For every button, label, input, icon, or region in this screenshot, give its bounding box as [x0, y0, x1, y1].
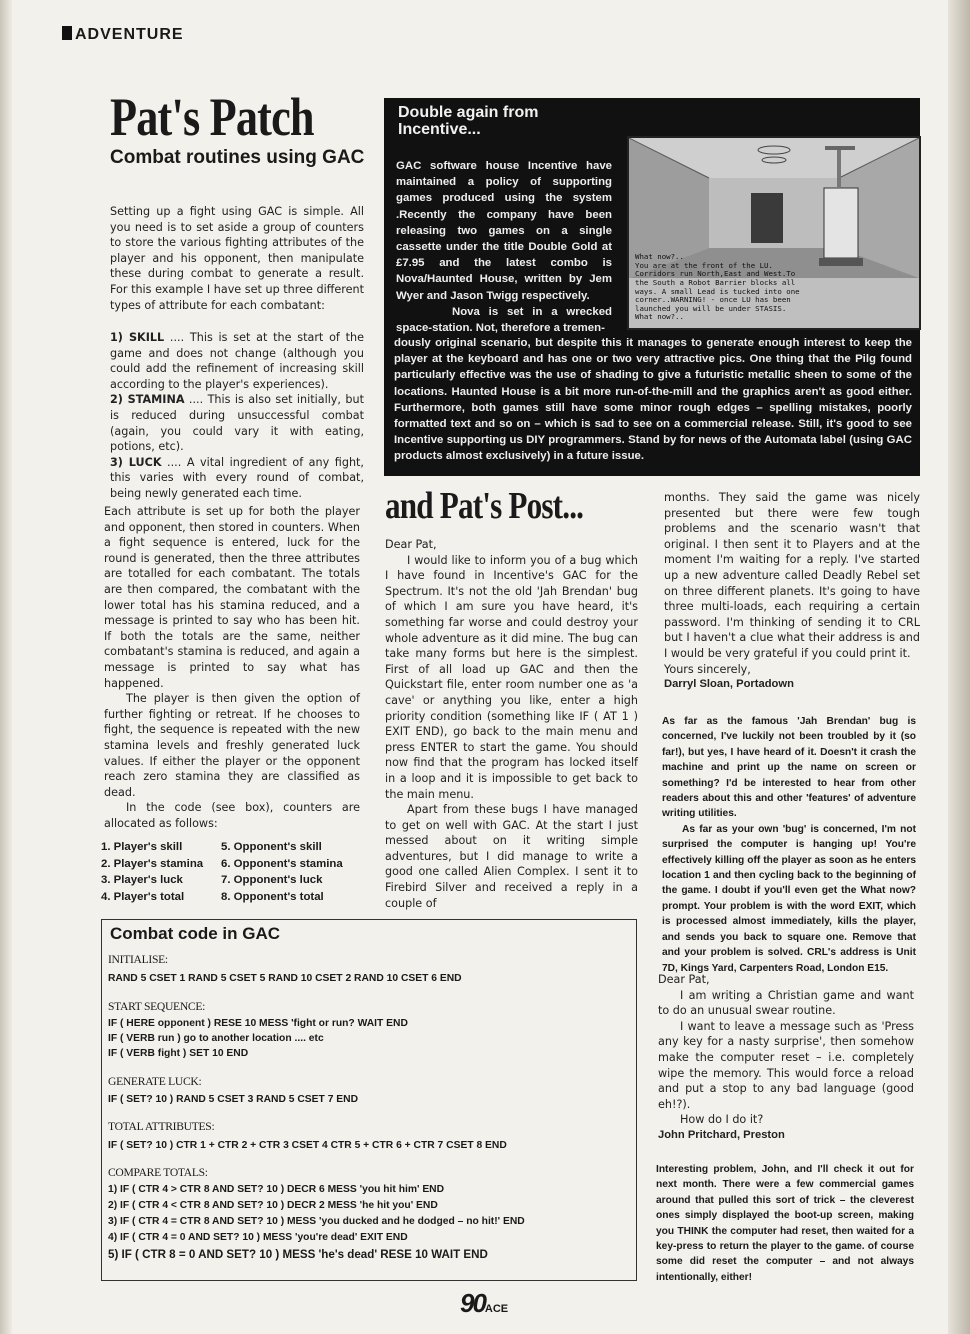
magazine-logo: ACE	[484, 1303, 509, 1315]
code-line: 2) IF ( CTR 4 < CTR 8 AND SET? 10 ) DECR 2 MESS 'he hit you' END	[108, 1200, 438, 1211]
code-label: TOTAL ATTRIBUTES:	[108, 1120, 215, 1133]
code-line: 5) IF ( CTR 8 = 0 AND SET? 10 ) MESS 'he's dead' RESE 10 WAIT END	[108, 1248, 488, 1261]
next-page-edge	[948, 0, 970, 1334]
code-line: 3) IF ( CTR 4 = CTR 8 AND SET? 10 ) MESS 'you ducked and he dodged – no hit!' END	[108, 1216, 525, 1227]
post-title: and Pat's Post...	[385, 485, 584, 527]
counter-item: 6. Opponent's stamina	[221, 857, 343, 870]
letter-two: Dear Pat, I am writing a Christian game and want to do an unusual swear routine. I want to leave a message such as 'Press any key for a nasty surprise', then somehow make the computer reset – i.e. completely wipe the memory. This would force a reload and put a stop to any bad language (good eh!?). How do I do it? John Pritchard, Preston	[658, 972, 914, 1144]
codebox-title: Combat code in GAC	[110, 924, 281, 943]
boxout-text-left: GAC software house Incentive have maintained a policy of supporting games produced using the system .Recently the company have been releasing two games on a single cassette under the title Double Gold at £7.95 and the latest combo is Nova/Haunted House, written by Jem Wyer and Jason Twigg respectively.	[396, 160, 612, 302]
letter-signature: Darryl Sloan, Portadown	[664, 678, 794, 691]
counter-item: 3. Player's luck	[101, 874, 183, 887]
counter-item: 4. Player's total	[101, 890, 185, 903]
section-mark-icon	[62, 26, 72, 40]
attribute-stamina: 2) STAMINA .... This is also set initially, but is reduced during unsuccessful combat (again, you could vary it with eating, potions, etc).	[110, 393, 364, 454]
code-line: 4) IF ( CTR 4 = 0 AND SET? 10 ) MESS 'you're dead' EXIT END	[108, 1232, 408, 1243]
game-screen-text: What now?.. You are at the front of the LU. Corridors run North,East and West.To the South a Robot Barrier blocks all ways. A small Lead is tucked into one corner..WARNING! - once LU has been launched you will be under STASIS. What now?..	[635, 252, 800, 322]
page-spine-shadow	[0, 0, 12, 1334]
counter-item: 7. Opponent's luck	[221, 874, 323, 887]
article-title: Pat's Patch	[110, 87, 314, 147]
game-screenshot	[627, 136, 921, 330]
code-label: GENERATE LUCK:	[108, 1075, 202, 1088]
boxout-text-full: dously original scenario, but despite this it manages to generate enough interest to keep the player at the keyboard and has one or two very attractive pics. One thing that the Pilg found particularly effective was the use of shading to give a futuristic metallic sheen to some of the locations. Haunted House is a bit more run-of-the-mill and the graphics aren't as good either. Furthermore, both games still have some minor rough edges – spelling mistakes, poorly formatted text and so on – which is sad to see on a commercial release. Still, it's good to see Incentive supporting us DIY programmers. Stand by for news of the Automata label (using GAC products almost exclusively) in a future issue.	[394, 337, 912, 463]
letter-signature: John Pritchard, Preston	[658, 1128, 785, 1141]
code-line: IF ( SET? 10 ) RAND 5 CSET 3 RAND 5 CSET 7 END	[108, 1094, 359, 1105]
counter-item: 5. Opponent's skill	[221, 841, 322, 853]
letter-one-part2: months. They said the game was nicely presented but there were few tough problems and the scenario wasn't that original. I then sent it to Players and at the moment I'm waiting for a reply. I've started up a new adventure called Deadly Rebel set on three different planets. It's going to have three multi-loads, each requiring a certain password. I'm thinking of sending it to CRL but I haven't a clue what their address is and I would be very grateful if you could print it. Yours sincerely, Darryl Sloan, Portadown	[664, 490, 920, 693]
code-line: 1) IF ( CTR 4 > CTR 8 AND SET? 10 ) DECR 6 MESS 'you hit him' END	[108, 1184, 445, 1195]
code-label: COMPARE TOTALS:	[108, 1166, 208, 1179]
counter-item: 8. Opponent's total	[221, 890, 324, 903]
letter-greeting: Dear Pat,	[658, 973, 710, 986]
code-line: IF ( VERB run ) go to another location .... etc	[108, 1033, 324, 1044]
boxout-title: Double again from Incentive...	[398, 104, 539, 138]
counter-item: 2. Player's stamina	[101, 857, 204, 870]
counter-allocation-list	[101, 840, 371, 905]
counter-item: 1. Player's skill	[101, 841, 183, 853]
code-line: IF ( SET? 10 ) CTR 1 + CTR 2 + CTR 3 CSET 4 CTR 5 + CTR 6 + CTR 7 CSET 8 END	[108, 1140, 507, 1151]
section-header	[62, 26, 184, 44]
attribute-list	[110, 330, 364, 502]
incentive-boxout	[384, 98, 920, 476]
code-label: INITIALISE:	[108, 953, 168, 966]
section-label: ADVENTURE	[75, 26, 184, 43]
reply-one: As far as the famous 'Jah Brendan' bug is concerned, I've luckily not been troubled by it (so far!), but yes, I have heard of it. Doesn't it crash the machine and print up the name on screen or something? I'd be interested to hear from other readers about this and other 'features' of adventure writing utilities. As far as your own 'bug' is concerned, I'm not surprised the computer is hanging up! You're effectively killing off the player as soon as he enters location 1 and then cycling back to the beginning of the game. I doubt if you'll even get the What now? prompt. Your problem is with the word EXIT, which is processed almost immediately, kills the player, and sends you back to square one. Remove that and your problem is solved. CRL's address is Unit 7D, Kings Yard, Carpenters Road, London E15.	[662, 716, 916, 974]
letter-greeting: Dear Pat,	[385, 538, 437, 551]
code-line: IF ( VERB fight ) SET 10 END	[108, 1048, 249, 1059]
body-column-left: Each attribute is set up for both the player and opponent, then stored in counters. When a fight sequence is entered, luck for the round is generated, then the three attributes are totalled for each combatant. The totals are then compared, the combatant with the lower total has his stamina reduced, and a message is printed to say who has been hit. If both the totals are the same, neither combatant's stamina is reduced, and again a message is printed to say what has happened. The player is then given the option of further fighting or retreat. If he chooses to fight, the sequence is repeated with the new stamina levels and freshly generated luck values. If either the player or the opponent reach zero stamina they are classified as dead. In the code (see box), counters are allocated as follows:	[104, 505, 360, 830]
page-number: 90ACE	[460, 1288, 509, 1318]
attribute-skill: 1) SKILL .... This is set at the start of the game and does not change (although you could add the refinement of increasing skill according to the player's experiences).	[110, 331, 364, 391]
combat-code-box	[101, 919, 637, 1281]
code-line: RAND 5 CSET 1 RAND 5 CSET 5 RAND 10 CSET 2 RAND 10 CSET 6 END	[108, 973, 462, 984]
code-line: IF ( HERE opponent ) RESE 10 MESS 'fight or run? WAIT END	[108, 1018, 408, 1029]
intro-paragraph: Setting up a fight using GAC is simple. All you need is to set aside a group of counters to store the various fighting attributes of the player and his opponent, then manipulate these during combat to generate a result. For this example I have set up three different types of attribute for each combatant:	[110, 205, 364, 312]
article-subtitle: Combat routines using GAC	[110, 147, 365, 168]
boxout-text-nova: Nova is set in a wrecked space-station. Not, therefore a tremen-	[396, 306, 612, 335]
letter-one-part1: Dear Pat, I would like to inform you of a bug which I have found in Incentive's GAC for the Spectrum. It's not the old 'Jah Brendan' bug of which I am sure you have heard, it's something far worse and could destroy your whole adventure as it did mine. The bug can take many forms but here is the simplest. First of all load up GAC and then the Quickstart file, enter room number one as 'a cave' or anything you like, enter a high priority condition (something like IF ( AT 1 ) EXIT END), go back to the main menu and press ENTER to start the game. You should now find that the program has locked itself in a loop and it is impossible to get back to the main menu. Apart from these bugs I have managed to get on well with GAC. At the start I just messed about on it writing simple adventures, but I did manage to write a good one called Alien Complex. I sent it to Firebird Silver and received a reply in a couple of	[385, 538, 638, 910]
code-label: START SEQUENCE:	[108, 1000, 206, 1013]
reply-two: Interesting problem, John, and I'll check it out for next month. There were a few commercial games around that pulled this sort of trick – the cleverest ones simply displayed the boot-up screen, making you THINK the computer had reset, then waited for a key-press to return the player to the game. of course some did reset the computer – and not always intentionally, either!	[656, 1164, 914, 1283]
attribute-luck: 3) LUCK .... A vital ingredient of any fight, this varies with every round of combat, being newly generated each time.	[110, 455, 364, 500]
